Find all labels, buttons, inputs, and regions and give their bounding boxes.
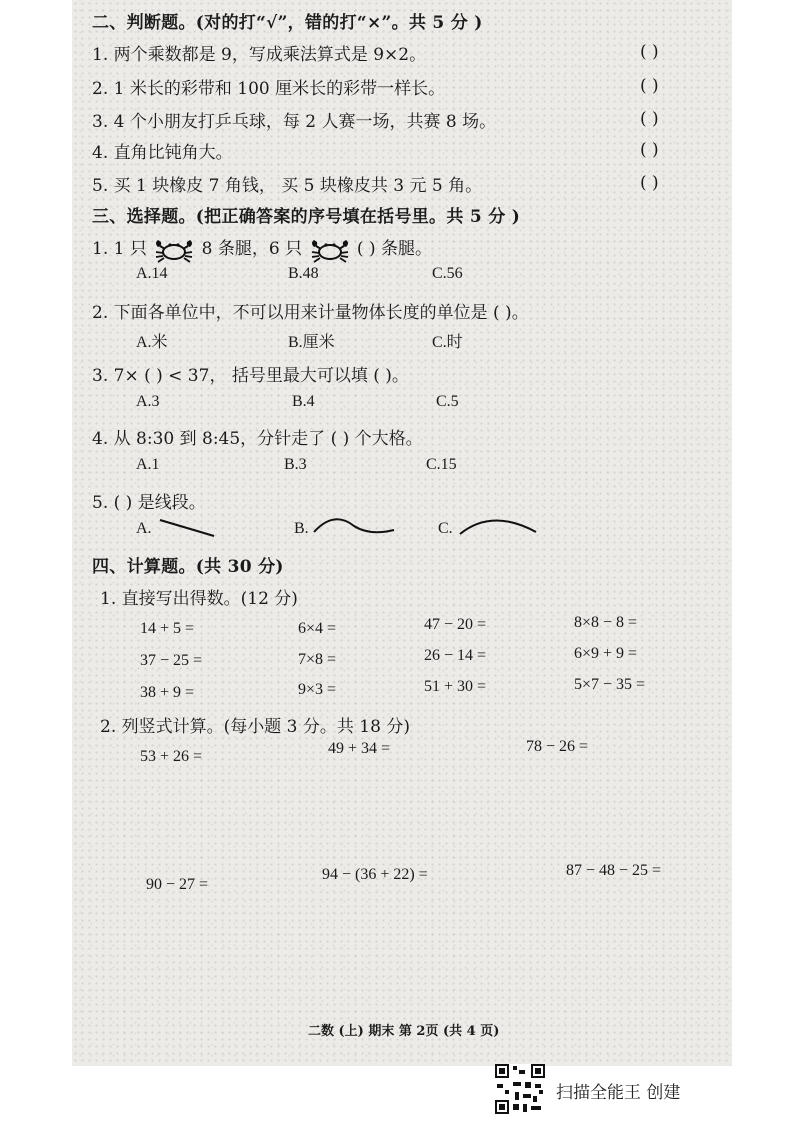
vertical-calc-3: 78 − 26 = [526,738,589,755]
choice-q3: 3. 7× ( ) < 37， 括号里最大可以填 ( )。 [92,366,409,386]
choice-q3-option-a[interactable]: A.3 [136,393,160,410]
judge-answer-1[interactable]: ( ) [640,42,659,62]
choice-q1-mid: 8 条腿，6 只 [201,239,303,259]
wavy-curve-shape [312,512,396,538]
calc-1-4: 8×8 − 8 = [574,614,638,631]
calc-3-2: 9×3 = [298,681,337,698]
choice-q1-prefix: 1. 1 只 [92,239,147,259]
qr-code-icon [495,1064,545,1114]
calc-3-3: 51 + 30 = [424,678,487,695]
choice-q5-option-a[interactable]: A. [136,520,152,537]
choice-q3-option-b[interactable]: B.4 [292,393,315,410]
choice-q5: 5. ( ) 是线段。 [92,493,206,513]
vertical-calc-1: 53 + 26 = [140,748,203,765]
choice-q5-option-b[interactable]: B. [294,520,309,537]
choice-q1 [92,234,432,264]
judge-item-1: 1. 两个乘数都是 9，写成乘法算式是 9×2。 [92,45,427,65]
calc-3-1: 38 + 9 = [140,684,195,701]
calc-2-4: 6×9 + 9 = [574,645,638,662]
calc-1-3: 47 − 20 = [424,616,487,633]
calc-2-3: 26 − 14 = [424,647,487,664]
crab-icon [308,236,352,264]
judge-item-2: 2. 1 米长的彩带和 100 厘米长的彩带一样长。 [92,79,446,99]
vertical-calc-6: 87 − 48 − 25 = [566,862,662,879]
judge-answer-3[interactable]: ( ) [640,109,659,129]
choice-q2-option-a[interactable]: A.米 [136,334,168,351]
crab-icon [152,236,196,264]
choice-q2: 2. 下面各单位中，不可以用来计量物体长度的单位是 ( )。 [92,303,529,323]
choice-q3-option-c[interactable]: C.5 [436,393,459,410]
calc-sub1-title: 1. 直接写出得数。(12 分) [100,589,298,609]
choice-q2-option-c[interactable]: C.时 [432,334,463,351]
arc-curve-shape [458,512,540,538]
choice-q1-suffix: ( ) 条腿。 [356,239,432,259]
choice-q4-option-c[interactable]: C.15 [426,456,457,473]
calc-3-4: 5×7 − 35 = [574,676,646,693]
choice-q5-option-c[interactable]: C. [438,520,453,537]
judge-item-4: 4. 直角比钝角大。 [92,143,233,163]
judge-answer-4[interactable]: ( ) [640,140,659,160]
choice-q1-option-a[interactable]: A.14 [136,265,168,282]
choice-q4-option-b[interactable]: B.3 [284,456,307,473]
judge-item-5: 5. 买 1 块橡皮 7 角钱， 买 5 块橡皮共 3 元 5 角。 [92,176,483,196]
calc-1-1: 14 + 5 = [140,620,195,637]
vertical-calc-5: 94 − (36 + 22) = [322,866,428,883]
calc-2-1: 37 − 25 = [140,652,203,669]
choice-q1-option-b[interactable]: B.48 [288,265,319,282]
straight-line-segment-shape [156,516,218,540]
choice-q1-option-c[interactable]: C.56 [432,265,463,282]
scanner-watermark: 扫描全能王 创建 [556,1083,681,1103]
choice-q2-option-b[interactable]: B.厘米 [288,334,335,351]
section3-title: 三、选择题。(把正确答案的序号填在括号里。共 5 分 ) [92,207,521,227]
vertical-calc-2: 49 + 34 = [328,740,391,757]
vertical-calc-4: 90 − 27 = [146,876,209,893]
judge-answer-2[interactable]: ( ) [640,76,659,96]
calc-1-2: 6×4 = [298,620,337,637]
choice-q4-option-a[interactable]: A.1 [136,456,160,473]
choice-q4: 4. 从 8:30 到 8:45，分针走了 ( ) 个大格。 [92,429,423,449]
judge-item-3: 3. 4 个小朋友打乒乓球，每 2 人赛一场，共赛 8 场。 [92,112,497,132]
section2-title: 二、判断题。(对的打“√”，错的打“×”。共 5 分 ) [92,13,483,33]
judge-answer-5[interactable]: ( ) [640,173,659,193]
calc-sub2-title: 2. 列竖式计算。(每小题 3 分。共 18 分) [100,717,410,737]
page-footer: 二数 (上) 期末 第 2页 (共 4 页) [308,1024,500,1039]
calc-2-2: 7×8 = [298,651,337,668]
section4-title: 四、计算题。(共 30 分) [92,557,284,577]
